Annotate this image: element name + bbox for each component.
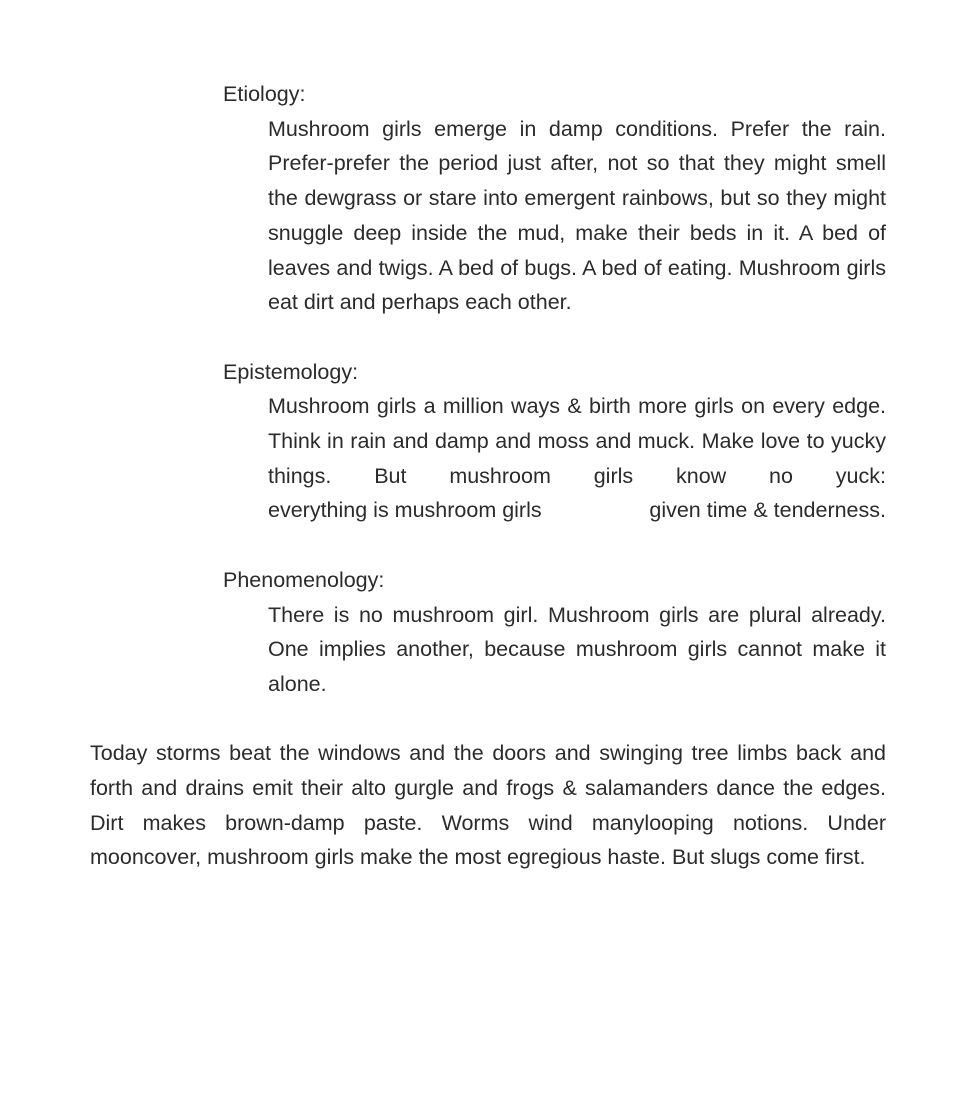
section-epistemology xyxy=(90,355,886,529)
section-heading-phenomenology: Phenomenology: xyxy=(223,567,385,592)
closing-paragraph: Today storms beat the windows and the doors and swinging tree limbs back and forth and drains emit their alto gurgle and frogs & salamanders dance the edges. Dirt makes brown-damp paste. Worms wind manylooping notions. Under mooncover, mushroom girls make the most egregious haste. But slugs come first. xyxy=(90,741,886,870)
section-body-phenomenology: There is no mushroom girl. Mushroom girls are plural already. One implies another, because mushroom girls cannot make it alone. xyxy=(268,602,886,696)
section-heading-epistemology: Epistemology: xyxy=(223,359,359,384)
split-line-left: everything is mushroom girls xyxy=(268,498,542,523)
section-etiology xyxy=(90,77,886,320)
document-content xyxy=(90,77,886,875)
section-body-epistemology: Mushroom girls a million ways & birth more girls on every edge. Think in rain and damp and moss and muck. Make love to yucky things. But mushroom girls know no yuck: xyxy=(268,394,886,488)
section-body-etiology: Mushroom girls emerge in damp conditions. Prefer the rain. Prefer-prefer the period just after, not so that they might smell the dewgrass or stare into emergent rainbows, but so they might snuggle deep inside the mud, make their beds in it. A bed of leaves and twigs. A bed of bugs. A bed of eating. Mushroom girls eat dirt and perhaps each other. xyxy=(268,116,886,315)
section-heading-etiology: Etiology: xyxy=(223,82,306,106)
section-phenomenology xyxy=(90,563,886,702)
split-line xyxy=(268,493,886,528)
split-line-right: given time & tenderness. xyxy=(649,498,886,523)
